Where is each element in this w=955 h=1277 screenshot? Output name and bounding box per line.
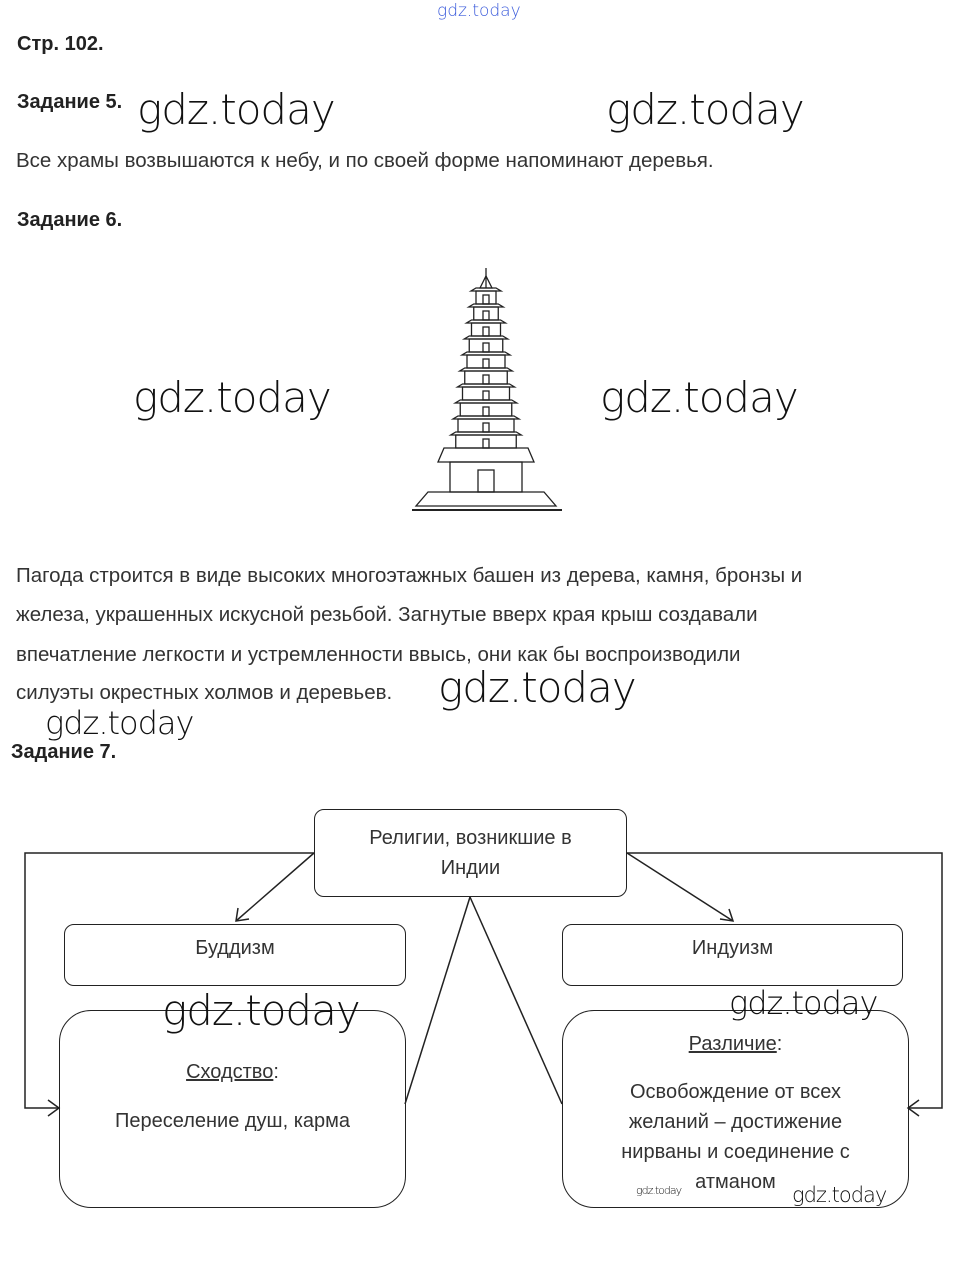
watermark: gdz.today xyxy=(133,373,331,422)
buddhism-box xyxy=(64,924,406,986)
watermark: gdz.today xyxy=(600,373,798,422)
similarity-label: Сходство xyxy=(186,1061,274,1083)
root-line: Индии xyxy=(440,857,501,879)
task6-line: силуэты окрестных холмов и деревьев. xyxy=(16,681,393,704)
watermark: gdz.today xyxy=(137,85,335,134)
watermark: gdz.today xyxy=(438,663,636,712)
watermark: gdz.today xyxy=(162,986,360,1035)
task6-line: впечатление легкости и устремленности ввысь, они как бы воспроизводили xyxy=(16,643,741,666)
difference-line: нирваны и соединение с xyxy=(621,1141,850,1163)
watermark: gdz.today xyxy=(606,85,804,134)
task6-line: Пагода строится в виде высоких многоэтажных башен из дерева, камня, бронзы и xyxy=(16,564,803,587)
colon: : xyxy=(776,1033,783,1055)
difference-box xyxy=(562,1010,909,1208)
top-watermark: gdz.today xyxy=(437,1,521,21)
difference-line: Освобождение от всех xyxy=(630,1081,841,1103)
task5-title: Задание 5. xyxy=(17,91,123,113)
page-label: Стр. 102. xyxy=(17,33,104,55)
difference-line: желаний – достижение xyxy=(628,1111,843,1133)
hinduism-box xyxy=(562,924,903,986)
watermark: gdz.today xyxy=(636,1184,682,1197)
similarity-box xyxy=(59,1010,406,1208)
watermark: gdz.today xyxy=(729,984,878,1022)
task6-line: железа, украшенных искусной резьбой. Загнутые вверх края крыш создавали xyxy=(16,603,758,626)
watermark: gdz.today xyxy=(792,1183,887,1207)
hinduism-label: Индуизм xyxy=(691,937,774,959)
task6-title: Задание 6. xyxy=(17,209,123,231)
buddhism-label: Буддизм xyxy=(195,937,275,959)
difference-line: атманом xyxy=(695,1171,776,1193)
root-box xyxy=(314,809,627,897)
difference-label: Различие xyxy=(688,1033,777,1055)
root-line: Религии, возникшие в xyxy=(369,827,572,849)
colon: : xyxy=(273,1061,279,1083)
task7-title: Задание 7. xyxy=(11,741,117,763)
watermark: gdz.today xyxy=(45,704,194,742)
task5-text: Все храмы возвышаются к небу, и по своей форме напоминают деревья. xyxy=(16,149,714,172)
similarity-text: Переселение душ, карма xyxy=(114,1110,351,1132)
